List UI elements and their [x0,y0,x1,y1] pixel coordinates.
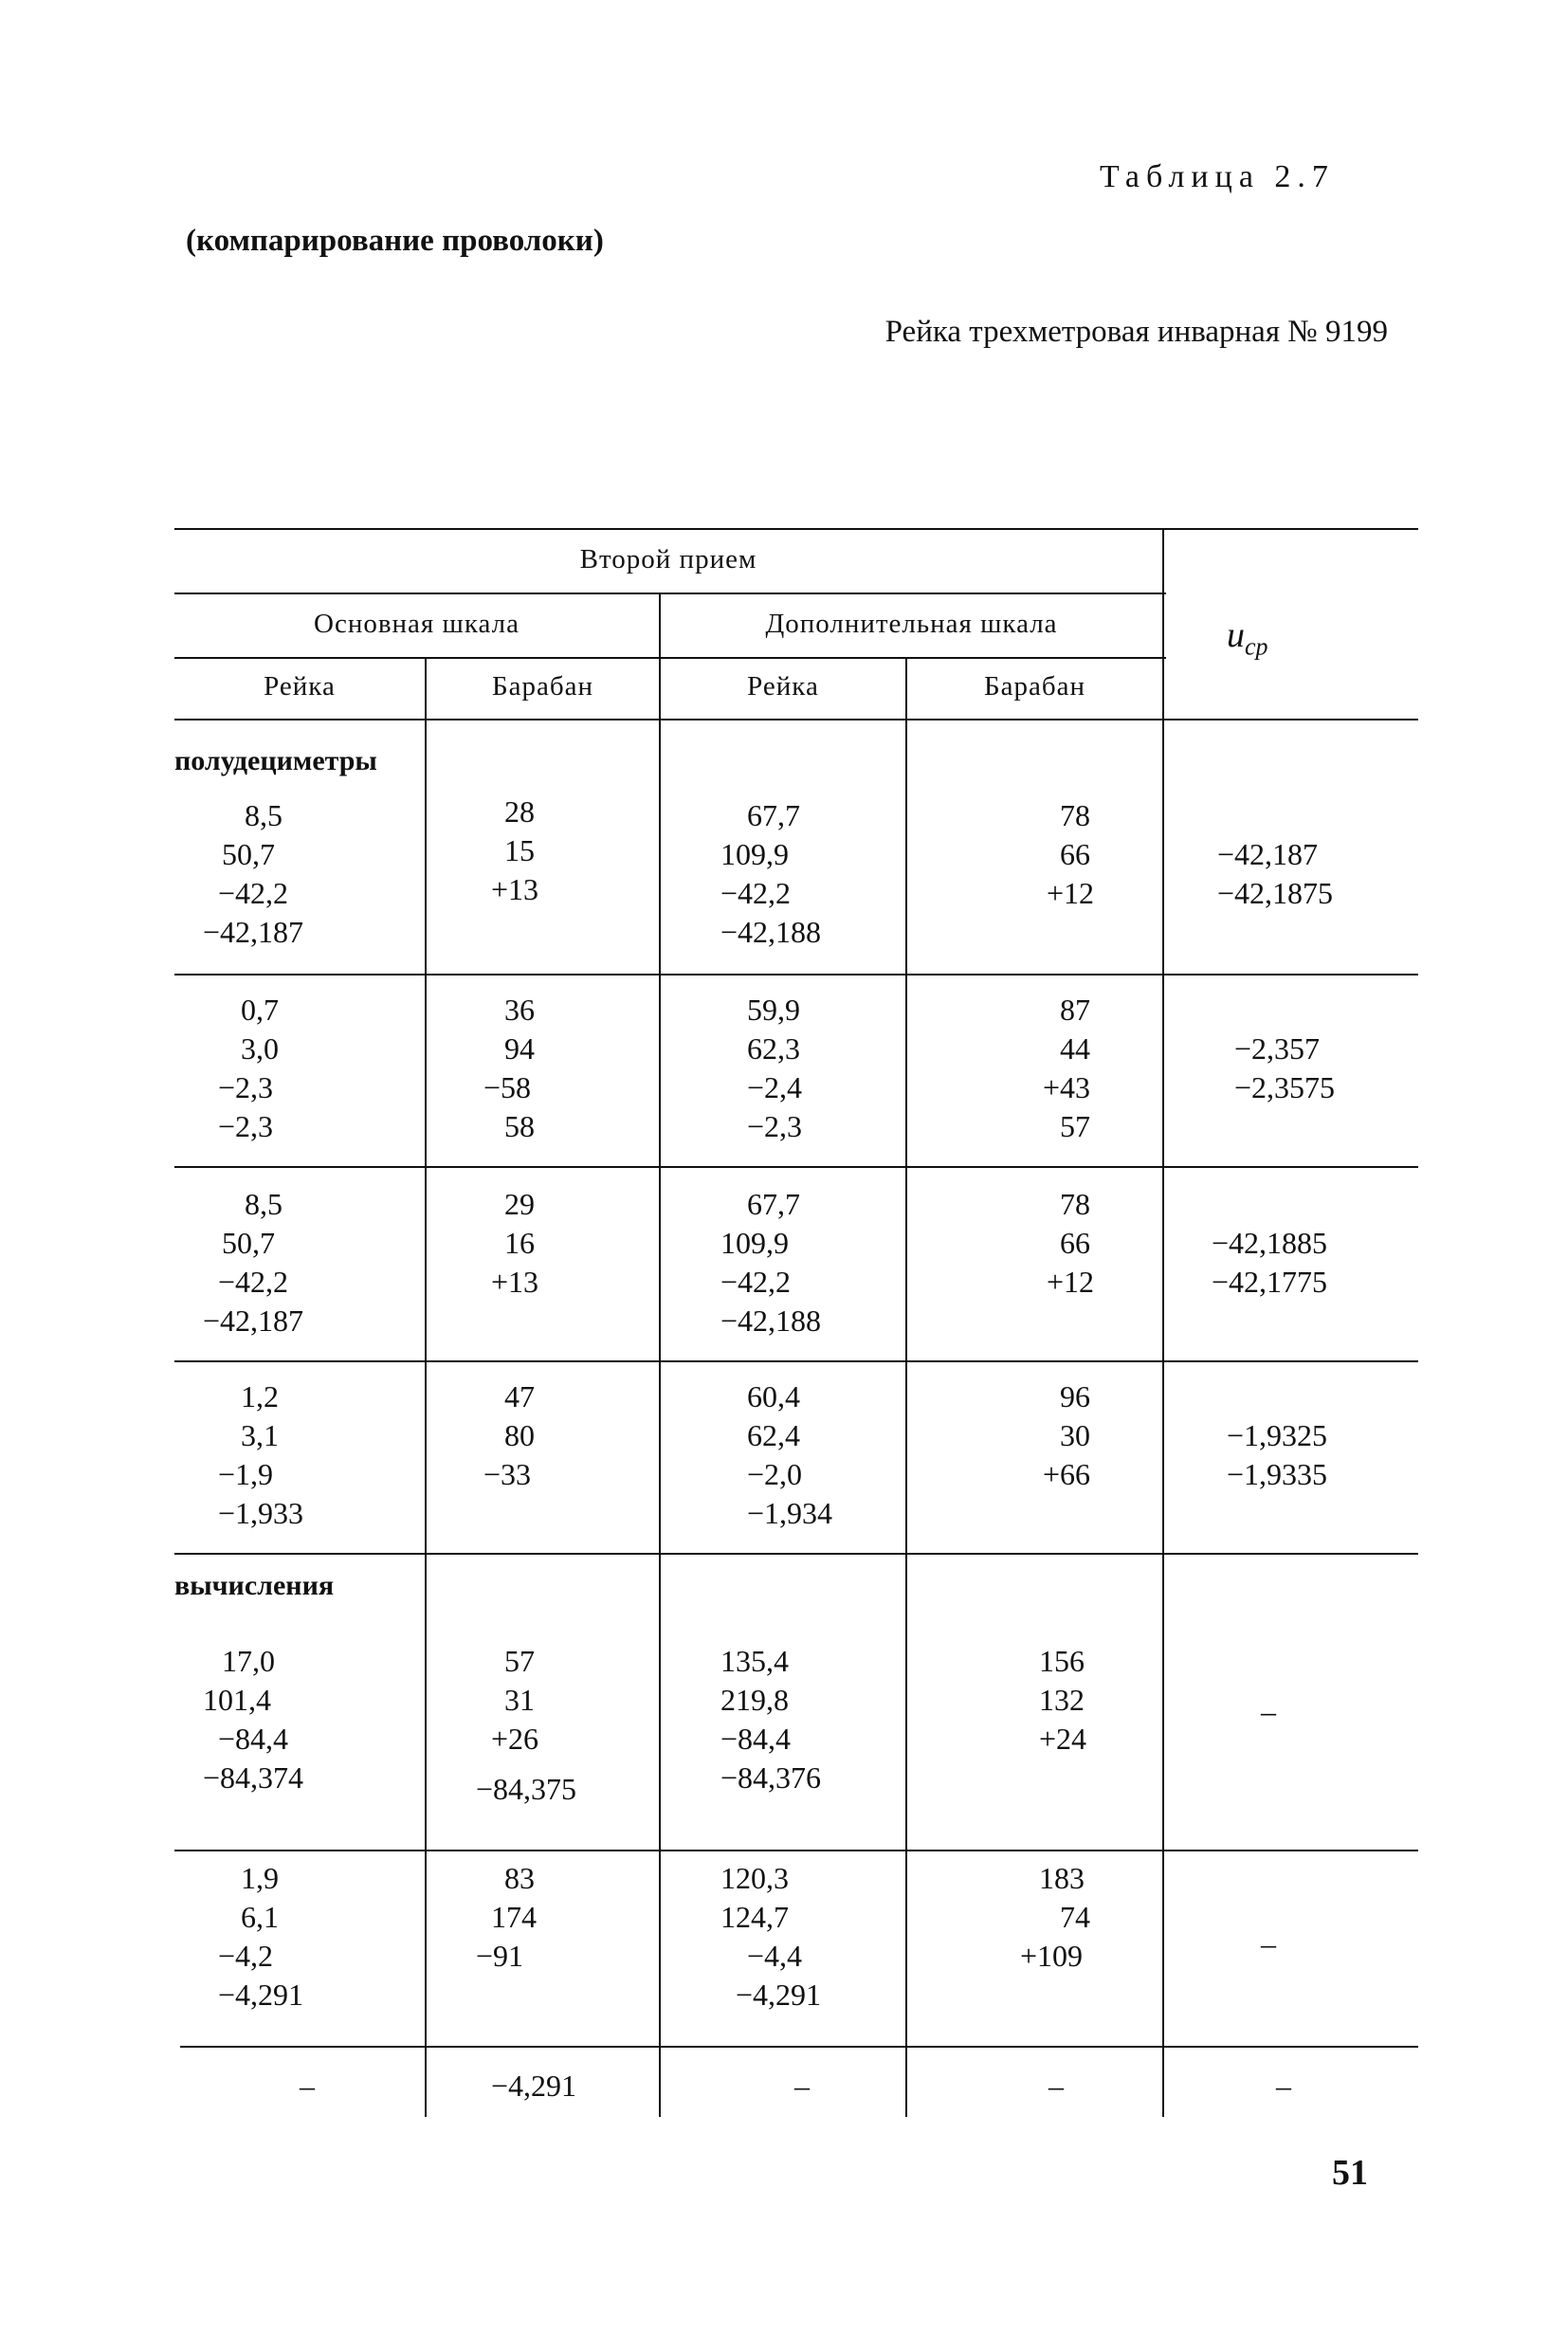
block5-extra-staff: 135,4 219,8 −84,4 −84,376 [720,1644,822,1795]
header-extra-scale: Дополнительная шкала [765,609,1058,639]
block1-mean: −42,187 −42,1875 [1217,837,1334,910]
block-rule-5 [174,1850,1418,1851]
block2-extra-staff: 59,9 62,3 −2,4 −2,3 [747,993,803,1143]
col-rule-mean [1162,528,1164,2117]
header-main-scale: Основная шкала [314,609,520,639]
final-extra-staff: – [794,2069,810,2103]
final-mean: – [1276,2069,1291,2103]
header-extra-staff: Рейка [747,671,819,702]
block3-extra-drum: 78 66 +12 [1047,1187,1095,1299]
block3-extra-staff: 67,7 109,9 −42,2 −42,188 [720,1187,822,1338]
block3-main-staff: 8,5 50,7 −42,2 −42,187 [203,1187,304,1338]
block4-main-staff: 1,2 3,1 −1,9 −1,933 [218,1379,304,1530]
block-rule-3 [174,1360,1418,1362]
block6-extra-drum: 183 74 +109 [1020,1861,1090,1973]
block-rule-1 [174,974,1418,975]
block6-mean: – [1261,1926,1276,1960]
block-rule-2 [174,1166,1418,1168]
staff-description: Рейка трехметровая инварная № 9199 [884,315,1388,349]
header-bottom-rule [174,719,1418,720]
header-rule-1 [174,593,1166,594]
header-main-drum: Барабан [491,671,594,702]
section-label-computations: вычисления [174,1570,335,1601]
final-extra-drum: – [1048,2069,1064,2103]
block1-extra-drum: 78 66 +12 [1047,798,1095,910]
block6-main-staff: 1,9 6,1 −4,2 −4,291 [218,1861,304,2012]
table-top-rule [174,528,1418,530]
block3-mean: −42,1885 −42,1775 [1212,1226,1328,1299]
header-rule-2 [174,657,1166,659]
block5-extra-drum: 156 132 +24 [1039,1644,1087,1756]
block2-main-drum: 36 94 −58 58 [483,993,535,1143]
block5-main-staff: 17,0 101,4 −84,4 −84,374 [203,1644,304,1795]
block4-extra-drum: 96 30 +66 [1043,1379,1091,1491]
section-label-half-decimeters: полудециметры [174,745,377,776]
block2-mean: −2,357 −2,3575 [1234,1031,1336,1104]
block5-main-drum: 57 31 +26 −84,375 [476,1644,577,1806]
table-label: Таблица 2.7 [1100,159,1335,194]
col-rule-extra-staff-drum [905,657,907,2117]
block-rule-4 [174,1553,1418,1555]
header-mean-u: $u_{ср}$ [1227,615,1268,661]
block-rule-6 [180,2046,1418,2048]
final-main-drum: −4,291 [491,2069,577,2103]
block3-main-drum: 29 16 +13 [491,1187,539,1299]
block1-main-drum: 28 15 +13 [491,794,539,906]
block4-main-drum: 47 80 −33 [483,1379,535,1491]
header-second-reading: Второй прием [579,544,757,574]
block6-main-drum: 83 174 −91 [476,1861,537,1973]
block1-main-staff: 8,5 50,7 −42,2 −42,187 [203,798,304,949]
subtitle: (компарирование проволоки) [186,224,604,258]
block5-mean: – [1261,1694,1276,1728]
header-main-staff: Рейка [264,671,336,702]
block4-extra-staff: 60,4 62,4 −2,0 −1,934 [747,1379,833,1530]
col-rule-main-extra [659,593,661,2117]
block2-extra-drum: 87 44 +43 57 [1043,993,1091,1143]
block1-extra-staff: 67,7 109,9 −42,2 −42,188 [720,798,822,949]
col-rule-staff-drum [425,657,427,2117]
block6-extra-staff: 120,3 124,7 −4,4 −4,291 [720,1861,822,2012]
block4-mean: −1,9325 −1,9335 [1227,1418,1328,1491]
final-main-staff: – [300,2069,315,2103]
header-extra-drum: Барабан [983,671,1086,702]
page-number: 51 [1332,2153,1368,2193]
block2-main-staff: 0,7 3,0 −2,3 −2,3 [218,993,279,1143]
